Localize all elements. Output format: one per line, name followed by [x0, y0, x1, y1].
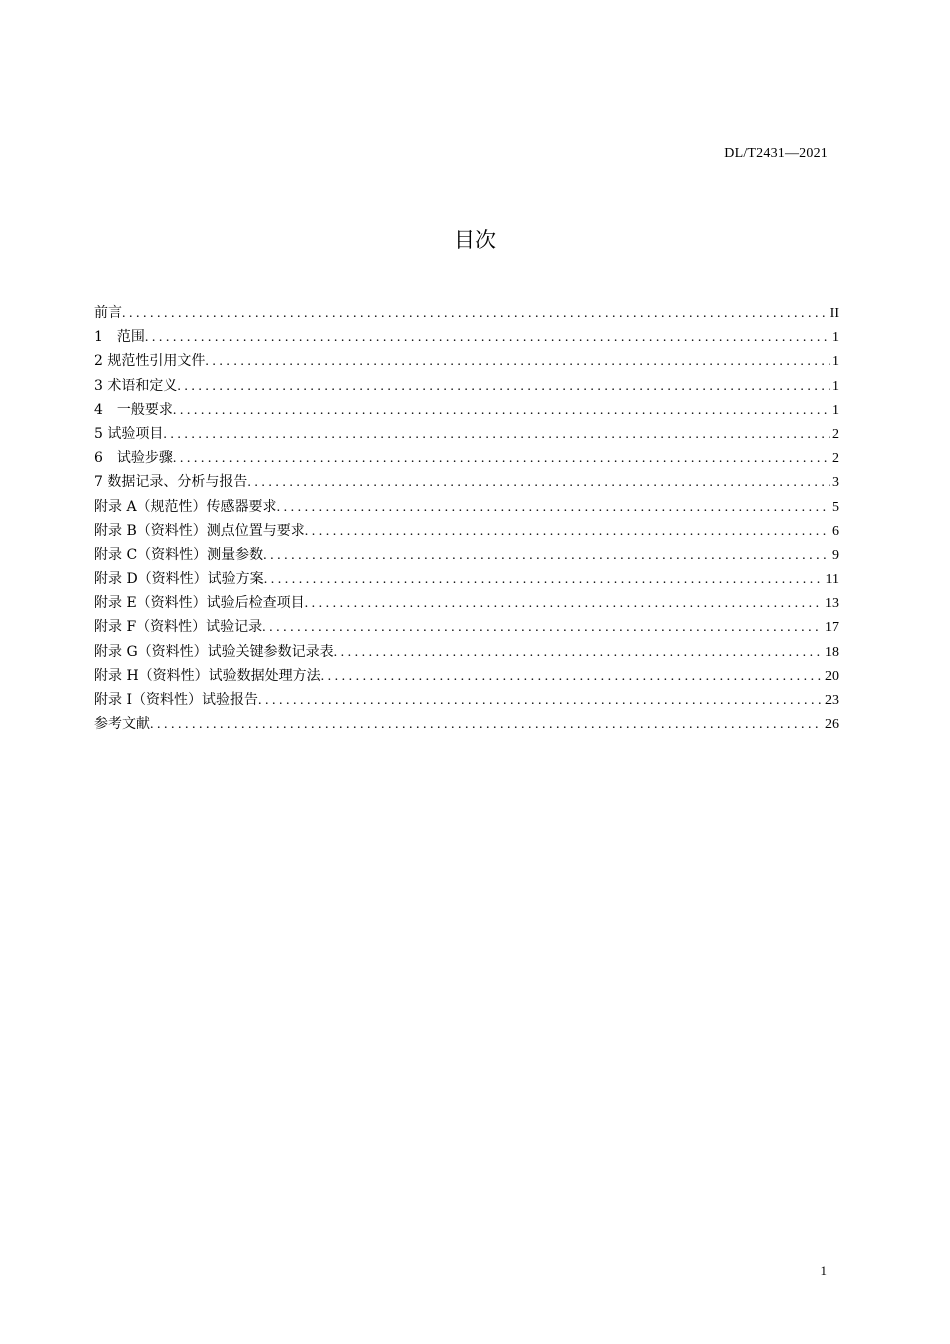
toc-entry[interactable]: [94, 422, 839, 446]
toc-entry-label: 附录 H（资料性）试验数据处理方法: [94, 667, 321, 684]
dot-leader: [334, 641, 823, 665]
toc-entry-label: 7 数据记录、分析与报告: [94, 474, 248, 491]
toc-entry-page: 9: [832, 547, 839, 563]
toc-entry-page: 3: [832, 475, 839, 491]
dot-leader: [305, 520, 830, 544]
toc-entry-label: 附录 A（规范性）传感器要求: [94, 498, 277, 515]
dot-leader: [321, 665, 823, 689]
toc-entry-label: 附录 C（资料性）测量参数: [94, 546, 264, 563]
dot-leader: [262, 616, 823, 640]
toc-entry[interactable]: [94, 470, 839, 494]
toc-entry-page: 1: [832, 378, 839, 394]
toc-entry-label: 6 试验步骤: [94, 450, 173, 467]
toc-entry-label: 参考文献: [94, 716, 150, 733]
dot-leader: [173, 399, 830, 423]
toc-entry-page: 1: [832, 354, 839, 370]
toc-entry[interactable]: [94, 349, 839, 373]
toc-entry[interactable]: [94, 374, 839, 398]
toc-entry-page: 11: [825, 572, 839, 588]
toc-entry[interactable]: [94, 398, 839, 422]
dot-leader: [277, 496, 830, 520]
toc-entry[interactable]: [94, 664, 839, 688]
toc-entry[interactable]: [94, 519, 839, 543]
toc-entry-page: 17: [825, 620, 839, 636]
toc-entry-page: 1: [832, 402, 839, 418]
toc-entry-label: 1 范围: [94, 329, 145, 346]
toc-entry-page: 26: [825, 717, 839, 733]
toc-entry-label: 附录 D（资料性）试验方案: [94, 571, 264, 588]
dot-leader: [150, 713, 823, 737]
toc-entry[interactable]: [94, 567, 839, 591]
toc-entry[interactable]: [94, 325, 839, 349]
toc-entry[interactable]: [94, 495, 839, 519]
dot-leader: [173, 447, 830, 471]
dot-leader: [264, 568, 824, 592]
toc-entry-label: 附录 E（资料性）试验后检查项目: [94, 595, 305, 612]
dot-leader: [177, 375, 830, 399]
dot-leader: [205, 350, 830, 374]
document-code: DL/T2431—2021: [724, 146, 828, 161]
toc-entry[interactable]: [94, 712, 839, 736]
dot-leader: [163, 423, 830, 447]
toc-entry-label: 4 一般要求: [94, 401, 173, 418]
dot-leader: [258, 689, 823, 713]
dot-leader: [145, 326, 830, 350]
toc-entry[interactable]: [94, 446, 839, 470]
toc-entry-label: 附录 B（资料性）测点位置与要求: [94, 522, 305, 539]
toc-entry[interactable]: [94, 688, 839, 712]
toc-entry-label: 5 试验项目: [94, 425, 164, 442]
toc-entry-page: 18: [825, 644, 839, 660]
toc-entry-page: 6: [832, 523, 839, 539]
toc-entry-label: 前言: [94, 305, 122, 321]
table-of-contents: [94, 301, 839, 736]
dot-leader: [263, 544, 830, 568]
toc-entry-label: 3 术语和定义: [94, 377, 178, 394]
toc-entry-page: 13: [825, 596, 839, 612]
page-title: 目次: [454, 228, 496, 252]
toc-entry[interactable]: [94, 301, 839, 325]
toc-entry-page: 5: [832, 499, 839, 515]
toc-entry[interactable]: [94, 615, 839, 639]
toc-entry-page: 2: [832, 451, 839, 467]
toc-entry-page: 2: [832, 426, 839, 442]
toc-entry-label: 附录 F（资料性）试验记录: [94, 619, 263, 636]
page-number: 1: [820, 1263, 827, 1278]
toc-entry-page: 23: [825, 693, 839, 708]
toc-entry[interactable]: [94, 591, 839, 615]
toc-entry[interactable]: [94, 543, 839, 567]
dot-leader: [122, 302, 828, 326]
toc-entry-page: II: [829, 306, 839, 321]
toc-entry-label: 2 规范性引用文件: [94, 353, 206, 370]
toc-entry[interactable]: [94, 640, 839, 664]
toc-entry-label: 附录 G（资料性）试验关键参数记录表: [94, 643, 334, 660]
toc-entry-page: 20: [825, 668, 839, 684]
dot-leader: [305, 592, 823, 616]
toc-entry-page: 1: [832, 330, 839, 346]
dot-leader: [247, 471, 830, 495]
toc-entry-label: 附录 I（资料性）试验报告: [94, 692, 258, 708]
